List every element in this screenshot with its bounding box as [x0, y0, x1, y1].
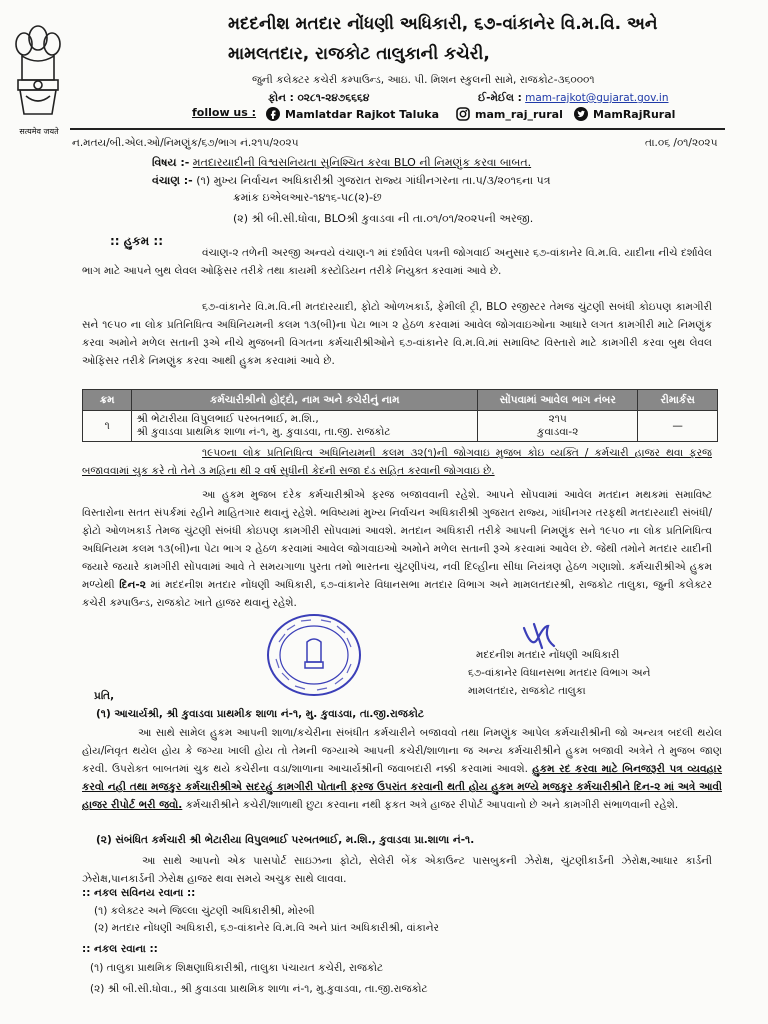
twitter-handle: MamRajRural	[593, 107, 676, 121]
copy-to-1: (૧) કલેક્ટર અને જિલ્લા ચુંટણી અધિકારીશ્રી, મોરબી	[94, 905, 315, 917]
twitter-icon	[574, 107, 588, 121]
office-address: જુની કલેક્ટર કચેરી કમ્પાઉન્ડ, આઇ. પી. મિશન સ્કુલની સામે, રાજકોટ-૩૬૦૦૦૧	[252, 74, 595, 86]
recipient-1-text: આ સાથે સામેલ હુકમ આપની શાળા/કચેરીના સંબંધીત કર્મચારીને બજાવવો તથા નિમણુંક આપેલ કર્મચારીશ્રીની જો અન્યત્ર બદલી થયેલ હોય/નિવૃત થયેલ હોય કે જગ્યા ખાલી હોય તો તેમની જગ્યાએ આપની કચેરી/શાળાના જ અન્ય કર્મચારીશ્રીને હુકમ બજાવી અત્રેને તે મુજબ જાણ કરવી. ઉપરોક્ત બાબતમાં ચુક થયે કચેરીના વડા/શાળાના આચાર્યશ્રીની જવાબદારી નક્કી કરવામાં આવશે.	[82, 727, 722, 775]
readings-label: વંચાણ :-	[152, 174, 193, 187]
letter-date: તા.૦૬ /૦૧/૨૦૨૫	[645, 137, 718, 149]
table-row	[83, 411, 718, 442]
national-emblem-icon	[8, 10, 68, 130]
order-heading: :: હુકમ ::	[110, 234, 164, 248]
reading-2-text: શ્રી બી.સી.ધોવા, BLOશ્રી કુવાડવા ની તા.૦૧/૦૧/૨૦૨૫ની અરજી.	[251, 212, 534, 225]
signatory-line1: મદદનીશ મતદાર નોંધણી અધિકારી	[476, 649, 620, 661]
col-employee: કર્મચારીશ્રીનો હોદ્દો, નામ અને કચેરીનું નામ	[132, 390, 478, 411]
twitter-link[interactable]	[574, 107, 675, 121]
forward-to-1: (૧) તાલુકા પ્રાથમિક શિક્ષણાધિકારીશ્રી, તાલુકા પંચાયત કચેરી, રાજકોટ	[90, 962, 384, 974]
part-name: કુવાડવા-૨	[537, 426, 579, 438]
forward-to-2: (૨) શ્રી બી.સી.ધોવા., શ્રી કુવાડવા પ્રાથમિક શાળા નં-૧, મુ.કુવાડવા, તા.જી.રાજકોટ	[90, 983, 428, 995]
order-paragraph-1: વંચાણ-૨ તળેની અરજી અન્વયે વંચાણ-૧ માં દર્શાવેલ પત્રની જોગવાઈ અનુસાર ૬૭-વાંકાનેર વિ.મ.વિ. યાદીના નીચે દર્શાવેલ ભાગ માટે આપને બુથ લેવલ ઓફિસર તરીકે તથા કાયમી કસ્ટોડિયન તરીકે નિયુક્ત કરવામાં આવે છે.	[82, 247, 712, 277]
instagram-icon	[456, 107, 470, 121]
emblem-motto: सत्यमेव जयते	[19, 127, 59, 136]
subject-text: મતદારયાદીની વિશ્વસનિયતા સુનિશ્ચિત કરવા BLO ની નિમણુંક કરવા બાબત.	[192, 156, 532, 169]
cell-part	[478, 411, 638, 442]
recipient-1-instructions	[82, 724, 722, 814]
email-label: ઈ-મેઈલ :	[478, 92, 522, 104]
office-phone: ફોન : ૦૨૮૧-૨૪૭૬૬૬૪	[268, 92, 370, 104]
employee-name: શ્રી ભેટારીયા વિપુલભાઈ પરબતભાઈ, મ.શિ.,	[136, 413, 319, 425]
reference-number: ન.મતય/બી.એલ.ઓ/નિમણુંક/૬૭/ભાગ નં.૨૧૫/૨૦૨૫	[72, 137, 299, 149]
recipient-2-title: (૨) સંબંધિત કર્મચારી શ્રી ભેટારીયા વિપુલભાઈ પરબતભાઈ, મ.શિ., કુવાડવા પ્રા.શાળા નં-૧.	[96, 834, 475, 846]
para4-end: માં મદદનીશ મતદાર નોંધણી અધિકારી, ૬૭-વાંકાનેર વિધાનસભા મતદાર વિભાગ અને મામલતદારશ્રી, રાજકોટ તાલુકા, જુની કલેક્ટર કચેરી કમ્પાઉન્ડ, રાજકોટ ખાતે હાજર થવાનું રહેશે.	[82, 579, 713, 609]
facebook-handle: Mamlatdar Rajkot Taluka	[285, 107, 440, 121]
facebook-link[interactable]	[266, 107, 439, 121]
appointment-table	[82, 389, 718, 442]
col-part-number: સોંપવામાં આવેલ ભાગ નંબર	[478, 390, 638, 411]
copy-to-2: (૨) મતદાર નોંધણી અધિકારી, ૬૭-વાંકાનેર વિ.મ.વિ અને પ્રાંત અધિકારીશ્રી, વાંકાનેર	[94, 922, 439, 934]
cell-employee	[132, 411, 478, 442]
signatory-block	[468, 646, 650, 700]
recipient-1-title: (૧) આચાર્યશ્રી, શ્રી કુવાડવા પ્રાથમીક શાળા નં-૧, મુ. કુવાડવા, તા.જી.રાજકોટ	[96, 708, 424, 720]
signatory-line2: ૬૭-વાંકાનેર વિધાનસભા મતદાર વિભાગ અને	[468, 667, 651, 679]
order-paragraph-2: ૬૭-વાંકાનેર વિ.મ.વિ.ની મતદારયાદી, ફોટો ઓળખકાર્ડ, ફેમીલી ટ્રી, BLO રજીસ્ટર તેમજ ચુંટણી સબંધી કોઇપણ કામગીરી સને ૧૯૫૦ ના લોક પ્રતિનિધિત્વ અધિનિયમની કલમ ૧૩(બી)ના પેટા ભાગ ૨ હેઠળ કરવામાં આવેલ જોગવાઇઓના આધારે લગત કામગીરી માટે નિમણુંક કરવા અમોને મળેલ સતાની રૂએ નીચે મુજબની વિગતના કર્મચારીશ્રીઓને ૬૭-વાંકાનેર વિ.મ.વિ.માં સમાવિષ્ટ વિસ્તારો માટે કામગીરી કરવા બુથ લેવલ ઓફિસર તરીકે નિમણુંક કરવા આથી હુકમ કરવામાં આવે છે.	[82, 301, 712, 367]
subject-label: વિષય :-	[152, 156, 190, 169]
reading-2-prefix: (૨)	[233, 212, 249, 225]
col-remarks: રીમાર્કસ	[638, 390, 718, 411]
cell-remarks: —	[638, 411, 718, 442]
email-link[interactable]: mam-rajkot@gujarat.gov.in	[525, 92, 669, 104]
reading-1-line2: ક્રમાંક ઇએલઆર-૧૪૧૬-૫૮(૨)-છ	[233, 191, 382, 204]
para4-text: આ હુકમ મુજબ દરેક કર્મચારીશ્રીએ ફરજ બજાવવાની રહેશે. આપને સોંપવામાં આવેલ મતદાન મથકમાં સમાવિષ્ટ વિસ્તારોના સતત સંપર્કમાં રહીને માહિતગાર થવાનું રહેશે. ભવિષ્યમાં મુખ્ય નિર્વાચન અધિકારીશ્રી ગુજરાત રાજ્ય, ગાંધીનગર તરફથી મતદારયાદી સંબંધી/ફોટો ઓળખકાર્ડ તેમજ ચુંટણી સંબંધી કોઇપણ કામગીરી સોંપવામાં આવશે. મતદાન અધિકારી તરીકે આપની નિમણુંક સને ૧૯૫૦ ના લોક પ્રતિનિધિત્વ અધિનિયમ કલમ ૧૩(બી)ના પેટા ભાગ ૨ હેઠળ કરવામાં આવેલ જોગવાઇઓ અમોને મળેલ સતાની રૂએ કરવામાં આવેલ છે. જેથી તમોને મતદાર યાદીની જયારે જયારે કામગીરી સોંપવામાં આવે તે સમયગાળા પુરતા તમો ભારતના ચુંટણીપંચ, નવી દિલ્હીના સીધા નિયંત્રણ હેઠળ ગણાશો. કર્મચારીશ્રીએ હુકમ મળ્યેથી	[82, 489, 712, 591]
subject-line	[152, 156, 531, 170]
recipients-heading: પ્રતિ,	[94, 690, 115, 702]
header-divider	[70, 128, 725, 130]
reading-item-2	[233, 212, 533, 226]
signatory-line3: મામલતદાર, રાજકોટ તાલુકા	[468, 685, 586, 697]
reading-item-1	[152, 174, 550, 188]
copy-to-heading: :: નકલ સવિનય રવાના ::	[82, 887, 196, 899]
col-sr: ક્રમ	[83, 390, 132, 411]
order-paragraph-4	[82, 486, 712, 612]
instagram-link[interactable]	[456, 107, 563, 121]
office-seal-stamp	[265, 612, 363, 698]
recipient-1-end: કર્મચારીશ્રીને કચેરી/શાળાથી છુટા કરવાના નથી ફકત અત્રે હાજર રીપોર્ટ આપવાનો છે અને કામગીરી સંભાળવાની રહેશે.	[185, 799, 679, 811]
table-header-row	[83, 390, 718, 411]
para4-days: દિન-૨	[119, 579, 146, 591]
employee-office: શ્રી કુવાડવા પ્રાથમિક શાળા નં-૧, મુ. કુવાડવા, તા.જી. રાજકોટ	[136, 426, 391, 438]
recipient-1-bold-note: હુકમ રદ કરવા માટે બિનજરૂરી પત્ર વ્યવહાર કરવો નહી તથા મજકુર કર્મચારીશ્રીએ સદરહું કામગીરી પોતાની ફરજ ઉપરાંત કરવાની થતી હોય હુકમ મળ્યે મજકુર કર્મચારીશ્રીને દિન-૨ માં અત્રે આવી હાજર રીપોર્ટ ભરી જવો.	[82, 763, 723, 811]
instagram-handle: mam_raj_rural	[475, 107, 563, 121]
cell-sr: ૧	[83, 411, 132, 442]
office-title-line2: મામલતદાર, રાજકોટ તાલુકાની કચેરી,	[228, 44, 490, 64]
facebook-icon	[266, 107, 280, 121]
forward-heading: :: નકલ રવાના ::	[82, 943, 158, 955]
office-title-line1: મદદનીશ મતદાર નોંધણી અધિકારી, ૬૭-વાંકાનેર વિ.મ.વિ. અને	[228, 14, 658, 34]
office-email	[478, 92, 669, 105]
recipient-2-text: આ સાથે આપનો એક પાસપોર્ટ સાઇઝના ફોટો, સેલેરી બેંક એકાઉન્ટ પાસબુકની ઝેરોક્ષ, ચુંટણીકાર્ડની ઝેરોક્ષ,આધાર કાર્ડની ઝેરોક્ષ,પાનકાર્ડની ઝેરોક્ષ હાજર થવા સમયે અચુક સાથે લાવવા.	[82, 855, 712, 885]
reading-1-line1: (૧) મુખ્ય નિર્વાચન અધિકારીશ્રી ગુજરાત રાજ્ય ગાંધીનગરના તા.પ/૩/૨૦૧૬ના પત્ર	[196, 174, 551, 187]
part-number: ૨૧૫	[548, 413, 567, 425]
order-paragraph-3: ૧૯૫૦ના લોક પ્રતિનિધિત્વ અધિનિયમની કલમ ૩૨(૧)ની જોગવાઇ મુજબ કોઇ વ્યક્તિ / કર્મચારી હાજર થવા ફરજ બજાવવામાં ચુક કરે તો તેને ૩ મહિના થી ૨ વર્ષ સુધીની કેદની સજા દંડ સહિત કરવાની જોગવાઇ છે.	[82, 447, 712, 477]
follow-us-label: follow us :	[192, 106, 257, 119]
